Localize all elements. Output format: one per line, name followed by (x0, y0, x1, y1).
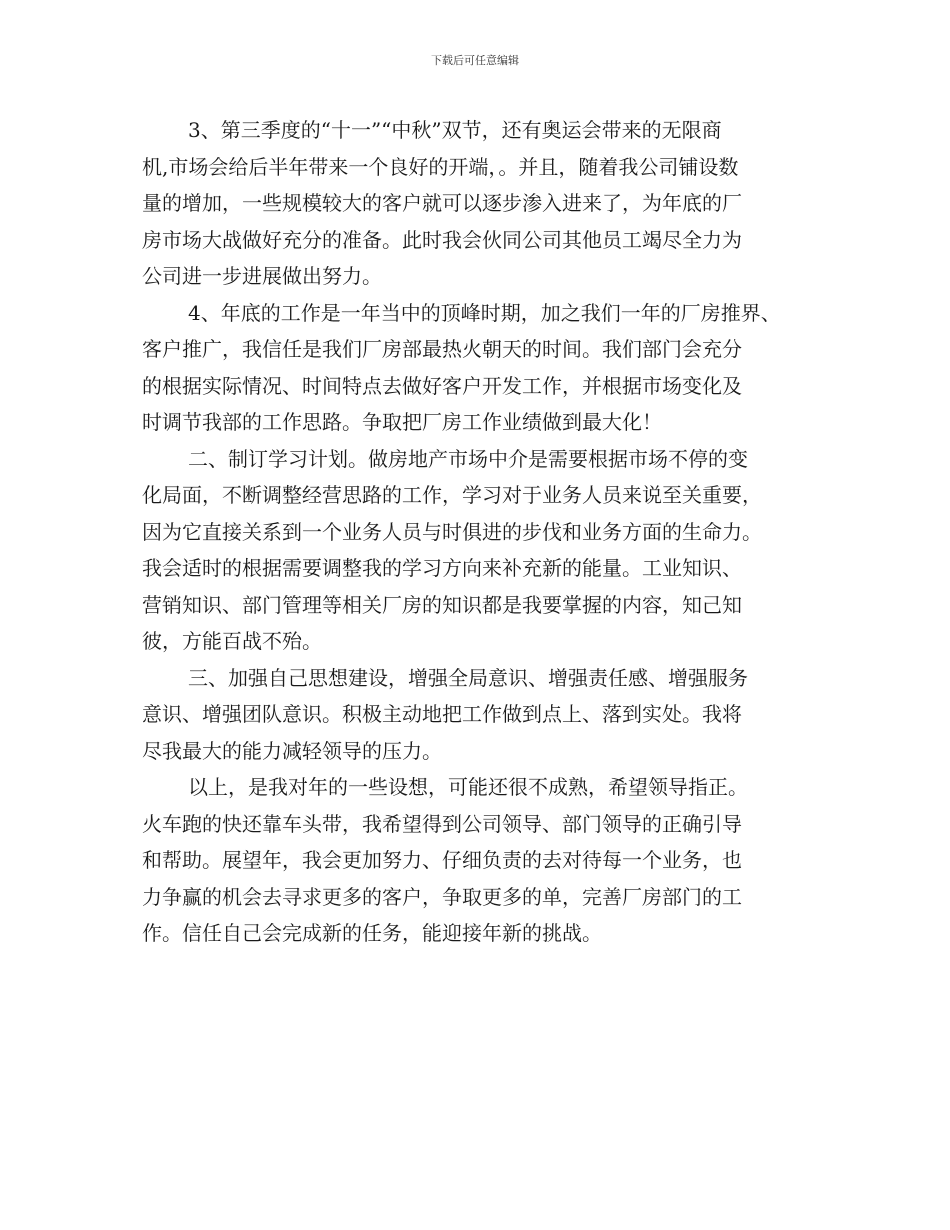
document-body (142, 112, 822, 952)
text-line: 二、制订学习计划。做房地产市场中介是需要根据市场不停的变 (188, 446, 748, 471)
text-line: 时调节我部的工作思路。争取把厂房工作业绩做到最大化！ (142, 410, 662, 434)
text-line: 房市场大战做好充分的准备。此时我会伙同公司其他员工竭尽全力为 (142, 227, 742, 252)
text-line: 作。信任自己会完成新的任务，能迎接年新的挑战。 (142, 921, 602, 945)
text-line: 火车跑的快还靠车头带，我希望得到公司领导、部门领导的正确引导 (142, 811, 742, 836)
text-line: 营销知识、部门管理等相关厂房的知识都是我要掌握的内容，知己知 (142, 592, 742, 617)
text-line: 因为它直接关系到一个业务人员与时俱进的步伐和业务方面的生命力。 (142, 519, 762, 544)
text-line: 彼，方能百战不殆。 (142, 629, 322, 653)
text-line: 3、第三季度的“十一”“中秋”双节，还有奥运会带来的无限商 (188, 118, 722, 142)
paragraph-q3-outlook (142, 112, 822, 295)
paragraph-year-end (142, 295, 822, 441)
text-line: 和帮助。展望年，我会更加努力、仔细负责的去对待每一个业务，也 (142, 848, 742, 872)
text-line: 尽我最大的能力减轻领导的压力。 (142, 738, 442, 763)
text-line: 机,市场会给后半年带来一个良好的开端，。并且，随着我公司铺设数 (142, 154, 739, 179)
text-line: 的根据实际情况、时间特点去做好客户开发工作，并根据市场变化及 (142, 373, 742, 398)
text-line: 客户推广，我信任是我们厂房部最热火朝天的时间。我们部门会充分 (142, 337, 742, 361)
paragraph-self-improvement (142, 660, 822, 770)
text-line: 4、年底的工作是一年当中的顶峰时期，加之我们一年的厂房推界、 (188, 300, 781, 325)
text-line: 化局面，不断调整经营思路的工作，学习对于业务人员来说至关重要， (142, 483, 762, 507)
text-line: 我会适时的根据需要调整我的学习方向来补充新的能量。工业知识、 (142, 556, 742, 580)
page-header: 下载后可任意编辑 (431, 54, 519, 67)
paragraph-conclusion (142, 769, 822, 952)
paragraph-study-plan (142, 441, 822, 660)
text-line: 量的增加，一些规模较大的客户就可以逐步渗入进来了，为年底的厂 (142, 191, 742, 215)
text-line: 力争赢的机会去寻求更多的客户，争取更多的单，完善厂房部门的工 (142, 884, 742, 909)
text-line: 以上，是我对年的一些设想，可能还很不成熟，希望领导指正。 (188, 775, 748, 799)
text-line: 意识、增强团队意识。积极主动地把工作做到点上、落到实处。我将 (142, 702, 742, 726)
text-line: 公司进一步进展做出努力。 (142, 264, 382, 288)
text-line: 三、加强自己思想建设，增强全局意识、增强责任感、增强服务 (188, 665, 748, 690)
